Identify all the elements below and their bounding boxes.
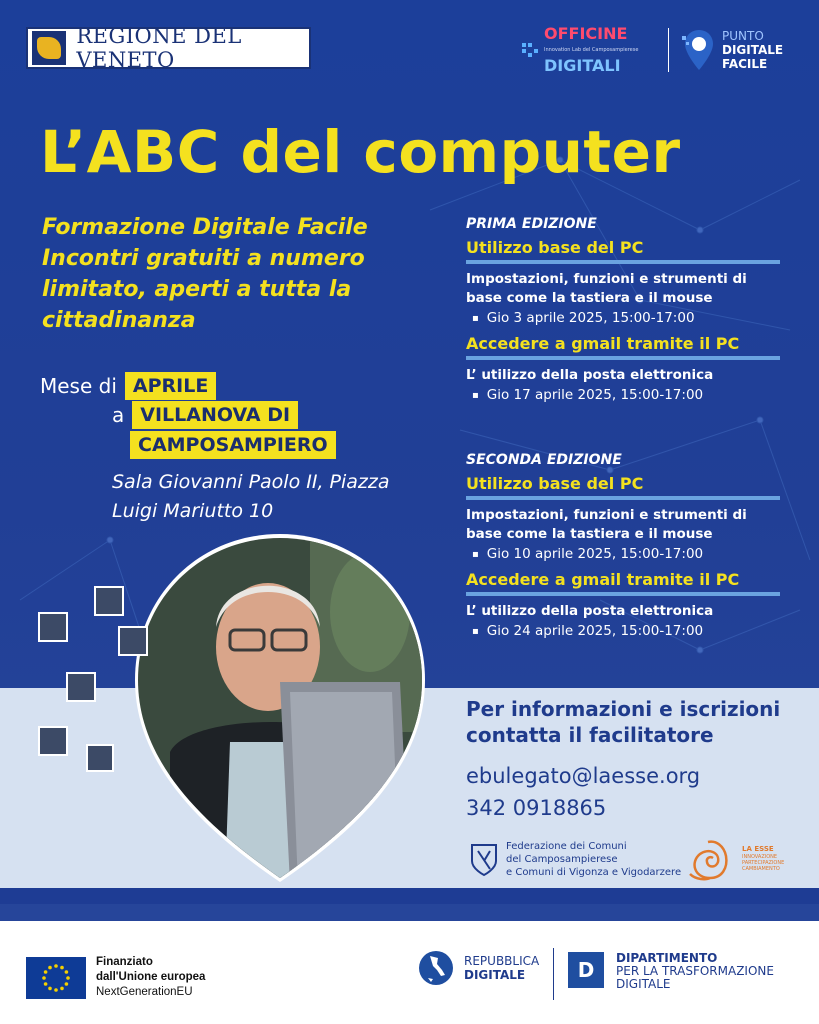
- panel-stripe: [0, 888, 819, 904]
- dipartimento-logo: [568, 952, 774, 991]
- dipartimento-d-icon: D: [568, 952, 604, 988]
- edition-title: SECONDA EDIZIONE: [466, 452, 622, 468]
- officine-label: OFFICINE: [544, 24, 628, 43]
- punto-label: PUNTO: [722, 29, 764, 43]
- divider-rule: [466, 592, 780, 596]
- regione-name: REGIONE DEL VENETO: [76, 24, 242, 72]
- eu-flag-icon: [26, 957, 86, 999]
- course-date: ▪ Gio 3 aprile 2025, 15:00-17:00: [466, 310, 786, 326]
- digitali-label: DIGITALI: [544, 56, 621, 75]
- month-highlight: APRILE: [125, 372, 216, 400]
- course-date: ▪ Gio 10 aprile 2025, 15:00-17:00: [466, 546, 786, 562]
- dip-line-1: DIPARTIMENTO: [616, 951, 718, 965]
- fed-line-2: del Camposampierese: [506, 854, 618, 865]
- contact-heading: Per informazioni e iscrizioni contatta il facilitatore: [466, 697, 781, 747]
- course-description: Impostazioni, funzioni e strumenti di base come la tastiera e il mouse: [466, 507, 747, 542]
- laesse-name: LA ESSE: [742, 845, 774, 853]
- divider-rule: [466, 496, 780, 500]
- federazione-logo: [470, 840, 681, 879]
- repubblica-digitale-logo: [418, 948, 539, 988]
- header-divider: [668, 28, 669, 72]
- intro-line-1: Formazione Digitale Facile: [42, 215, 368, 240]
- laesse-tag-2: PARTECIPAZIONE: [742, 860, 785, 866]
- edition-1: [466, 216, 786, 403]
- place-highlight-2: CAMPOSAMPIERO: [130, 431, 336, 459]
- divider-rule: [466, 260, 780, 264]
- regione-veneto-logo: [26, 24, 311, 72]
- place-label: a: [112, 403, 125, 427]
- dip-line-3: DIGITALE: [616, 977, 671, 991]
- italy-map-icon: [418, 948, 454, 988]
- pixel-dots-icon: [522, 43, 540, 57]
- month-label: Mese di: [40, 374, 117, 398]
- course-title: Accedere a gmail tramite il PC: [466, 570, 740, 589]
- divider-rule: [466, 356, 780, 360]
- venue-address: Sala Giovanni Paolo II, Piazza Luigi Mariutto 10: [112, 471, 390, 522]
- poster-title: L’ABC del computer: [40, 118, 681, 186]
- fed-line-3: e Comuni di Vigonza e Vigodarzere: [506, 867, 682, 878]
- intro-line-2: Incontri gratuiti a numero limitato, aperti a tutta la cittadinanza: [42, 246, 365, 333]
- officine-tagline: Innovation Lab del Camposampierese: [544, 47, 639, 53]
- month-row: [40, 372, 216, 400]
- eu-funding-logo: [26, 955, 205, 1000]
- place-row: [112, 401, 298, 429]
- spiral-icon: [686, 836, 736, 882]
- intro-text: [42, 212, 432, 336]
- course-description: L’ utilizzo della posta elettronica: [466, 367, 714, 383]
- eu-line-3: NextGenerationEU: [96, 986, 193, 998]
- edition-2: [466, 452, 786, 639]
- course-title: Utilizzo base del PC: [466, 474, 644, 493]
- rep-line-1: REPUBBLICA: [464, 954, 540, 968]
- course-description: Impostazioni, funzioni e strumenti di base come la tastiera e il mouse: [466, 271, 747, 306]
- course-title: Accedere a gmail tramite il PC: [466, 334, 740, 353]
- lion-crest-icon: [32, 31, 66, 65]
- laesse-tag-1: INNOVAZIONE: [742, 854, 778, 860]
- edition-title: PRIMA EDIZIONE: [466, 216, 597, 232]
- location-pin-icon: [682, 28, 716, 72]
- federazione-shield-icon: [470, 843, 498, 877]
- laesse-tag-3: CAMBIAMENTO: [742, 866, 780, 872]
- course-title: Utilizzo base del PC: [466, 238, 644, 257]
- course-date: ▪ Gio 24 aprile 2025, 15:00-17:00: [466, 623, 786, 639]
- rep-line-2: DIGITALE: [464, 968, 526, 982]
- digitale-label: DIGITALE: [722, 43, 784, 57]
- footer-divider: [553, 948, 554, 1000]
- punto-digitale-facile-logo: [682, 28, 783, 72]
- facile-label: FACILE: [722, 57, 768, 71]
- place-highlight-1: VILLANOVA DI: [132, 401, 298, 429]
- senior-man-photo: [130, 532, 425, 884]
- contact-block: [466, 696, 806, 824]
- contact-email[interactable]: ebulegato@laesse.org: [466, 764, 701, 788]
- contact-phone[interactable]: 342 0918865: [466, 796, 607, 820]
- officine-digitali-logo: [522, 24, 639, 75]
- laesse-logo: [686, 836, 784, 882]
- course-description: L’ utilizzo della posta elettronica: [466, 603, 714, 619]
- eu-line-1: Finanziato: [96, 956, 153, 968]
- course-date: ▪ Gio 17 aprile 2025, 15:00-17:00: [466, 387, 786, 403]
- fed-line-1: Federazione dei Comuni: [506, 841, 627, 852]
- dip-line-2: PER LA TRASFORMAZIONE: [616, 964, 774, 978]
- eu-line-2: dall'Unione europea: [96, 971, 206, 983]
